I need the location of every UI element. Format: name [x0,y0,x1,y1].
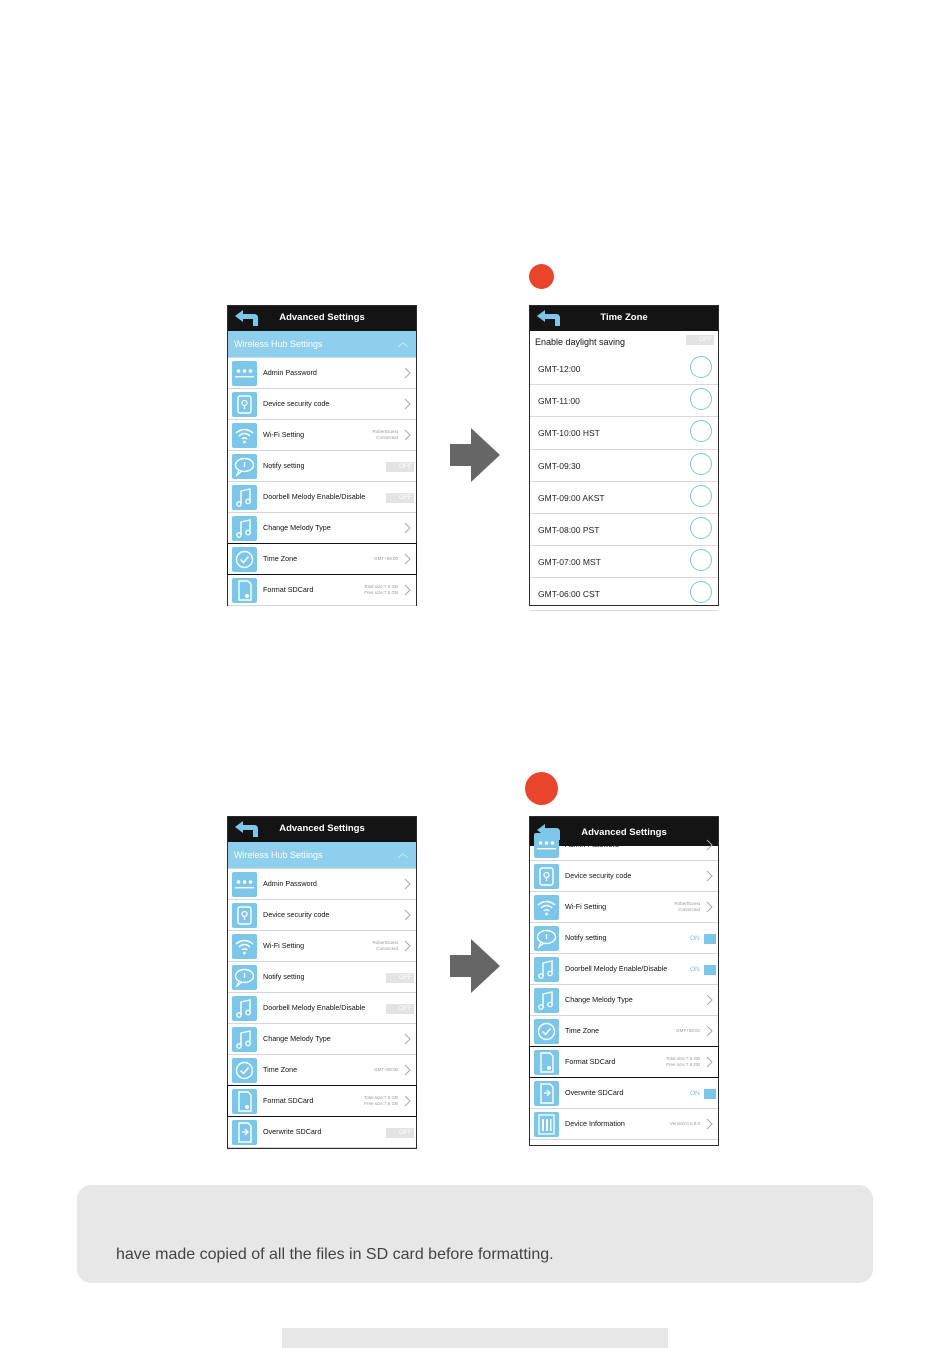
radio-button[interactable] [690,388,712,410]
settings-row-label: Doorbell Melody Enable/Disable [565,964,668,973]
step-indicator-dot [525,772,558,805]
time-zone-label: GMT-09:30 [538,460,581,471]
next-arrow-icon [450,939,500,993]
settings-row-label: Notify setting [263,461,305,470]
settings-row-label: Time Zone [263,554,298,563]
step-indicator-dot [529,264,554,289]
settings-row[interactable] [530,923,718,954]
settings-row-value: RobertGuest Connected [372,429,398,440]
highlight-frame [227,1085,417,1117]
settings-row[interactable] [530,1109,718,1140]
chevron-right-icon [706,901,714,913]
chevron-right-icon [404,1064,412,1076]
chevron-right-icon [706,994,714,1006]
toggle-switch[interactable]: OFF [386,462,414,472]
clock-check-icon [534,1019,559,1044]
toggle-switch[interactable]: OFF [386,493,414,503]
settings-row[interactable] [228,900,416,931]
highlight-frame [227,543,417,575]
header-bar [228,306,416,331]
chevron-right-icon [706,870,714,882]
time-zone-option[interactable] [530,578,718,610]
settings-row[interactable] [228,513,416,544]
radio-button[interactable] [690,549,712,571]
radio-button[interactable] [690,356,712,378]
page-title: Time Zone [600,312,648,323]
settings-row[interactable] [228,389,416,420]
settings-row[interactable] [228,1024,416,1055]
time-zone-option[interactable] [530,385,718,417]
settings-row-label: Doorbell Melody Enable/Disable [263,1003,366,1012]
time-zone-option[interactable] [530,482,718,514]
radio-button[interactable] [690,453,712,475]
settings-row[interactable] [228,869,416,900]
settings-row-label: Format SDCard [565,1057,616,1066]
settings-row-label: Device security code [565,871,632,880]
settings-row-label: Time Zone [263,1065,298,1074]
section-header[interactable] [228,331,416,358]
dots-icon [232,872,257,897]
time-zone-option[interactable] [530,353,718,385]
settings-row-label: Notify setting [263,972,305,981]
settings-row-label: Change Melody Type [565,995,633,1004]
settings-row-value: GMT+08:00 [676,1028,700,1033]
settings-row[interactable] [530,954,718,985]
radio-button[interactable] [690,581,712,603]
settings-row-label: Wi-Fi Setting [263,941,305,950]
settings-row[interactable] [228,451,416,482]
lock-icon [232,392,257,417]
time-zone-option[interactable] [530,546,718,578]
music-icon [534,988,559,1013]
radio-button[interactable] [690,420,712,442]
music-icon [232,996,257,1021]
settings-row-value: Version:0.0.8.0 [669,1121,700,1126]
screen-time-zone [529,305,719,606]
footer-bar [282,1328,668,1348]
chat-icon [232,454,257,479]
wifi-icon [534,895,559,920]
chevron-right-icon [404,584,412,596]
chevron-right-icon [404,1033,412,1045]
settings-row[interactable] [530,830,718,861]
settings-row-label: Device Information [565,1119,625,1128]
time-zone-option[interactable] [530,450,718,482]
settings-row[interactable] [228,1055,416,1086]
settings-row-label: Change Melody Type [263,1034,331,1043]
chevron-right-icon [706,839,714,851]
screen-advanced-settings-1 [227,305,417,606]
settings-row[interactable] [228,1117,416,1148]
settings-row-label: Device security code [263,399,330,408]
settings-row-label: Time Zone [565,1026,600,1035]
screen-advanced-settings-3 [529,816,719,1146]
wifi-icon [232,423,257,448]
chevron-right-icon [404,429,412,441]
settings-row[interactable] [228,358,416,389]
page-title: Advanced Settings [279,823,365,834]
section-title: Wireless Hub Settings [234,339,323,349]
settings-row-value: Total size:7.6 GB Free size:7.6 GB [363,584,398,595]
section-header[interactable] [228,842,416,869]
settings-row-label: Format SDCard [263,1096,314,1105]
settings-row[interactable] [228,931,416,962]
settings-row-value: RobertGuest Connected [674,901,700,912]
music-icon [232,485,257,510]
next-arrow-icon [450,428,500,482]
settings-row-value: GMT+08:00 [374,1067,398,1072]
section-title: Wireless Hub Settings [234,850,323,860]
settings-row[interactable] [228,962,416,993]
screen-advanced-settings-2 [227,816,417,1149]
settings-row-label: Wi-Fi Setting [565,902,607,911]
overwrite-icon [534,1081,559,1106]
info-icon [534,1112,559,1137]
settings-row[interactable] [228,420,416,451]
chevron-right-icon [404,878,412,890]
music-icon [232,516,257,541]
chevron-up-icon: ︿ [398,849,408,860]
daylight-saving-row [530,331,718,353]
settings-row[interactable] [228,1086,416,1117]
settings-row-label: Admin Password [565,840,619,849]
note-box [77,1185,873,1283]
settings-row-label: Notify setting [565,933,607,942]
settings-row-value: Total size:7.6 GB Free size:7.6 GB [665,1056,700,1067]
settings-row[interactable] [530,1078,718,1109]
toggle-switch[interactable]: ON [688,934,716,944]
chevron-right-icon [404,367,412,379]
highlight-frame [529,1046,719,1078]
settings-row[interactable] [228,544,416,575]
chevron-right-icon [404,940,412,952]
settings-row[interactable] [530,985,718,1016]
time-zone-label: GMT-09:00 AKST [538,492,605,503]
settings-row-label: Doorbell Melody Enable/Disable [263,492,366,501]
page-title: Advanced Settings [279,312,365,323]
chat-icon [534,926,559,951]
chevron-right-icon [706,1025,714,1037]
settings-row-label: Change Melody Type [263,523,331,532]
dots-icon [534,833,559,858]
settings-row[interactable] [530,861,718,892]
dots-icon [232,361,257,386]
settings-row[interactable] [228,993,416,1024]
radio-button[interactable] [690,485,712,507]
chevron-right-icon [706,1118,714,1130]
music-icon [534,957,559,982]
time-zone-label: GMT-07:00 MST [538,557,601,568]
chevron-up-icon: ︿ [398,338,408,349]
note-text: have made copied of all the files in SD card before formatting. [116,1246,554,1263]
settings-row[interactable] [228,482,416,513]
settings-row-label: Overwrite SDCard [263,1127,322,1136]
header-bar [530,306,718,331]
toggle-switch[interactable]: OFF [386,973,414,983]
time-zone-label: GMT-08:00 PST [538,524,600,535]
settings-row-label: Overwrite SDCard [565,1088,624,1097]
settings-row[interactable] [530,1047,718,1078]
time-zone-option[interactable] [530,417,718,449]
settings-row[interactable] [530,892,718,923]
lock-icon [534,864,559,889]
page-title: Advanced Settings [581,827,667,838]
wifi-icon [232,934,257,959]
toggle-switch[interactable]: ON [688,965,716,975]
overwrite-icon [232,1120,257,1145]
toggle-switch[interactable]: OFF [386,1004,414,1014]
settings-row[interactable] [228,575,416,606]
settings-row[interactable] [530,1016,718,1047]
settings-row-label: Wi-Fi Setting [263,430,305,439]
time-zone-label: GMT-12:00 [538,364,581,374]
chevron-right-icon [404,909,412,921]
chevron-right-icon [404,398,412,410]
settings-row-label: Format SDCard [263,585,314,594]
chat-icon [232,965,257,990]
daylight-saving-label: Enable daylight saving [535,337,626,347]
settings-row-value: Total size:7.6 GB Free size:7.6 GB [363,1095,398,1106]
daylight-saving-toggle[interactable]: OFF [686,335,714,345]
header-bar [228,817,416,842]
clock-check-icon [232,1058,257,1083]
settings-row-value: RobertGuest Connected [372,940,398,951]
settings-row-label: Admin Password [263,368,317,377]
chevron-right-icon [404,522,412,534]
music-icon [232,1027,257,1052]
settings-row-label: Admin Password [263,879,317,888]
time-zone-label: GMT-06:00 CST [538,589,600,600]
time-zone-label: GMT-10:00 HST [538,428,600,439]
settings-row-value: GMT+08:00 [374,556,398,561]
time-zone-option[interactable] [530,514,718,546]
sdcard-icon [232,578,257,603]
settings-row-label: Device security code [263,910,330,919]
lock-icon [232,903,257,928]
toggle-switch[interactable]: ON [688,1089,716,1099]
toggle-switch[interactable]: OFF [386,1128,414,1138]
time-zone-label: GMT-11:00 [538,396,580,407]
radio-button[interactable] [690,517,712,539]
